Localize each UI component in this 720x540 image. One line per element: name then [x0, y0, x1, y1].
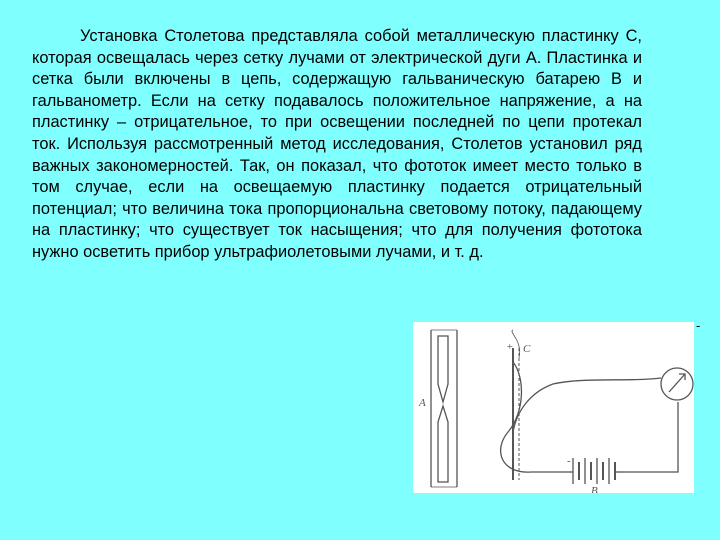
slide-corner-mark: -: [696, 318, 701, 333]
stoletov-apparatus-diagram: [413, 322, 694, 493]
label-battery-minus: -: [567, 455, 571, 467]
label-plus: +: [506, 341, 514, 353]
description-paragraph: Установка Столетова представляла собой металлическую пластинку С, которая освещалась через сетку лучами от электрической дуги А. Пластинка и сетка были включены в цепь, содержащую гальваническую батарею В и гальванометр. Если на сетку подавалось положительное напряжение, а на пластинку – отрицательное, то при освещении последней по цепи протекал ток. Используя рассмотренный метод исследования, Столетов установил ряд важных закономерностей. Так, он показал, что фототок имеет место только в том случае, если на освещаемую пластинку подается отрицательный потенциал; что величина тока пропорциональна световому потоку, падающему на пластинку; что существует ток насыщения; что для получения фототока нужно осветить прибор ультрафиолетовыми лучами, и т. д.: [32, 27, 642, 261]
label-battery-b: B: [591, 485, 598, 493]
label-plate-c: C: [523, 343, 531, 355]
label-arc-a: A: [419, 397, 426, 409]
battery: [565, 458, 625, 484]
arc-electrodes: [438, 336, 448, 482]
galvanometer: [661, 368, 693, 400]
